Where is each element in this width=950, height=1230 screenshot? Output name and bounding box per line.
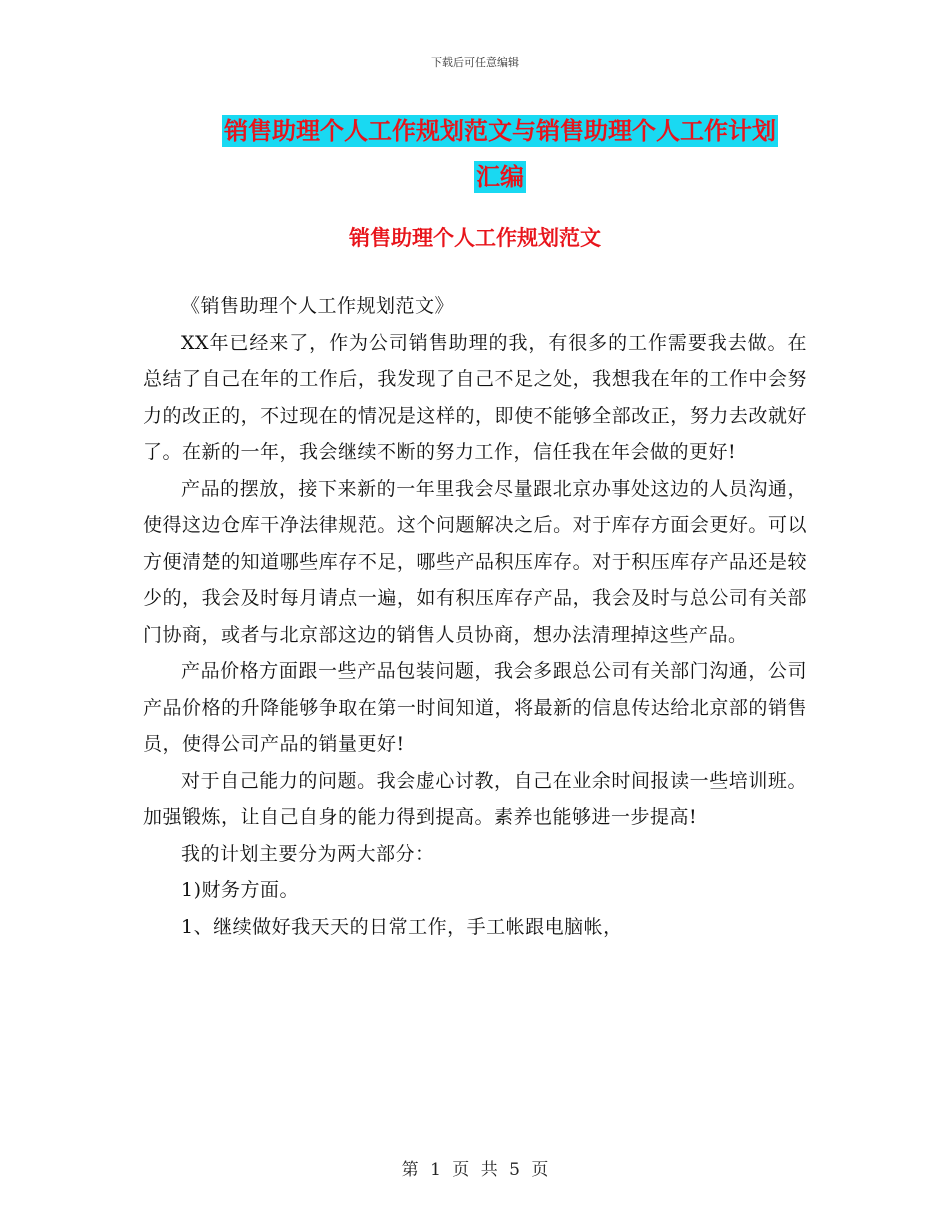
section-heading: 销售助理个人工作规划范文 <box>349 226 601 250</box>
body-text <box>143 288 807 945</box>
paragraph: 产品价格方面跟一些产品包装问题，我会多跟总公司有关部门沟通，公司产品价格的升降能够争取在第一时间知道，将最新的信息传达给北京部的销售员，使得公司产品的销量更好! <box>143 660 807 755</box>
page-footer: 第 1 页 共 5 页 <box>401 1160 549 1180</box>
paragraph: 《销售助理个人工作规划范文》 <box>181 295 455 317</box>
paragraph: XX年已经来了，作为公司销售助理的我，有很多的工作需要我去做。在总结了自己在年的工作后，我发现了自己不足之处，我想我在年的工作中会努力的改正的，不过现在的情况是这样的，即使不能够全部改正，努力去改就好了。在新的一年，我会继续不断的努力工作，信任我在年会做的更好! <box>143 331 807 463</box>
title-line-2: 汇编 <box>476 163 524 191</box>
paragraph: 我的计划主要分为两大部分： <box>181 842 435 865</box>
paragraph: 1)财务方面。 <box>181 879 300 901</box>
paragraph: 1、继续做好我天天的日常工作，手工帐跟电脑帐， <box>181 915 623 938</box>
page-header-note: 下载后可任意编辑 <box>431 56 519 69</box>
paragraph: 产品的摆放，接下来新的一年里我会尽量跟北京办事处这边的人员沟通，使得这边仓库干净法律规范。这个问题解决之后。对于库存方面会更好。可以方便清楚的知道哪些库存不足，哪些产品积压库存。对于积压库存产品还是较少的，我会及时每月请点一遍，如有积压库存产品，我会及时与总公司有关部门协商，或者与北京部这边的销售人员协商，想办法清理掉这些产品。 <box>143 477 807 646</box>
document-title <box>190 108 810 200</box>
title-line-1: 销售助理个人工作规划范文与销售助理个人工作计划 <box>224 117 776 145</box>
paragraph: 对于自己能力的问题。我会虚心讨教，自己在业余时间报读一些培训班。加强锻炼，让自己自身的能力得到提高。素养也能够进一步提高! <box>143 769 807 828</box>
